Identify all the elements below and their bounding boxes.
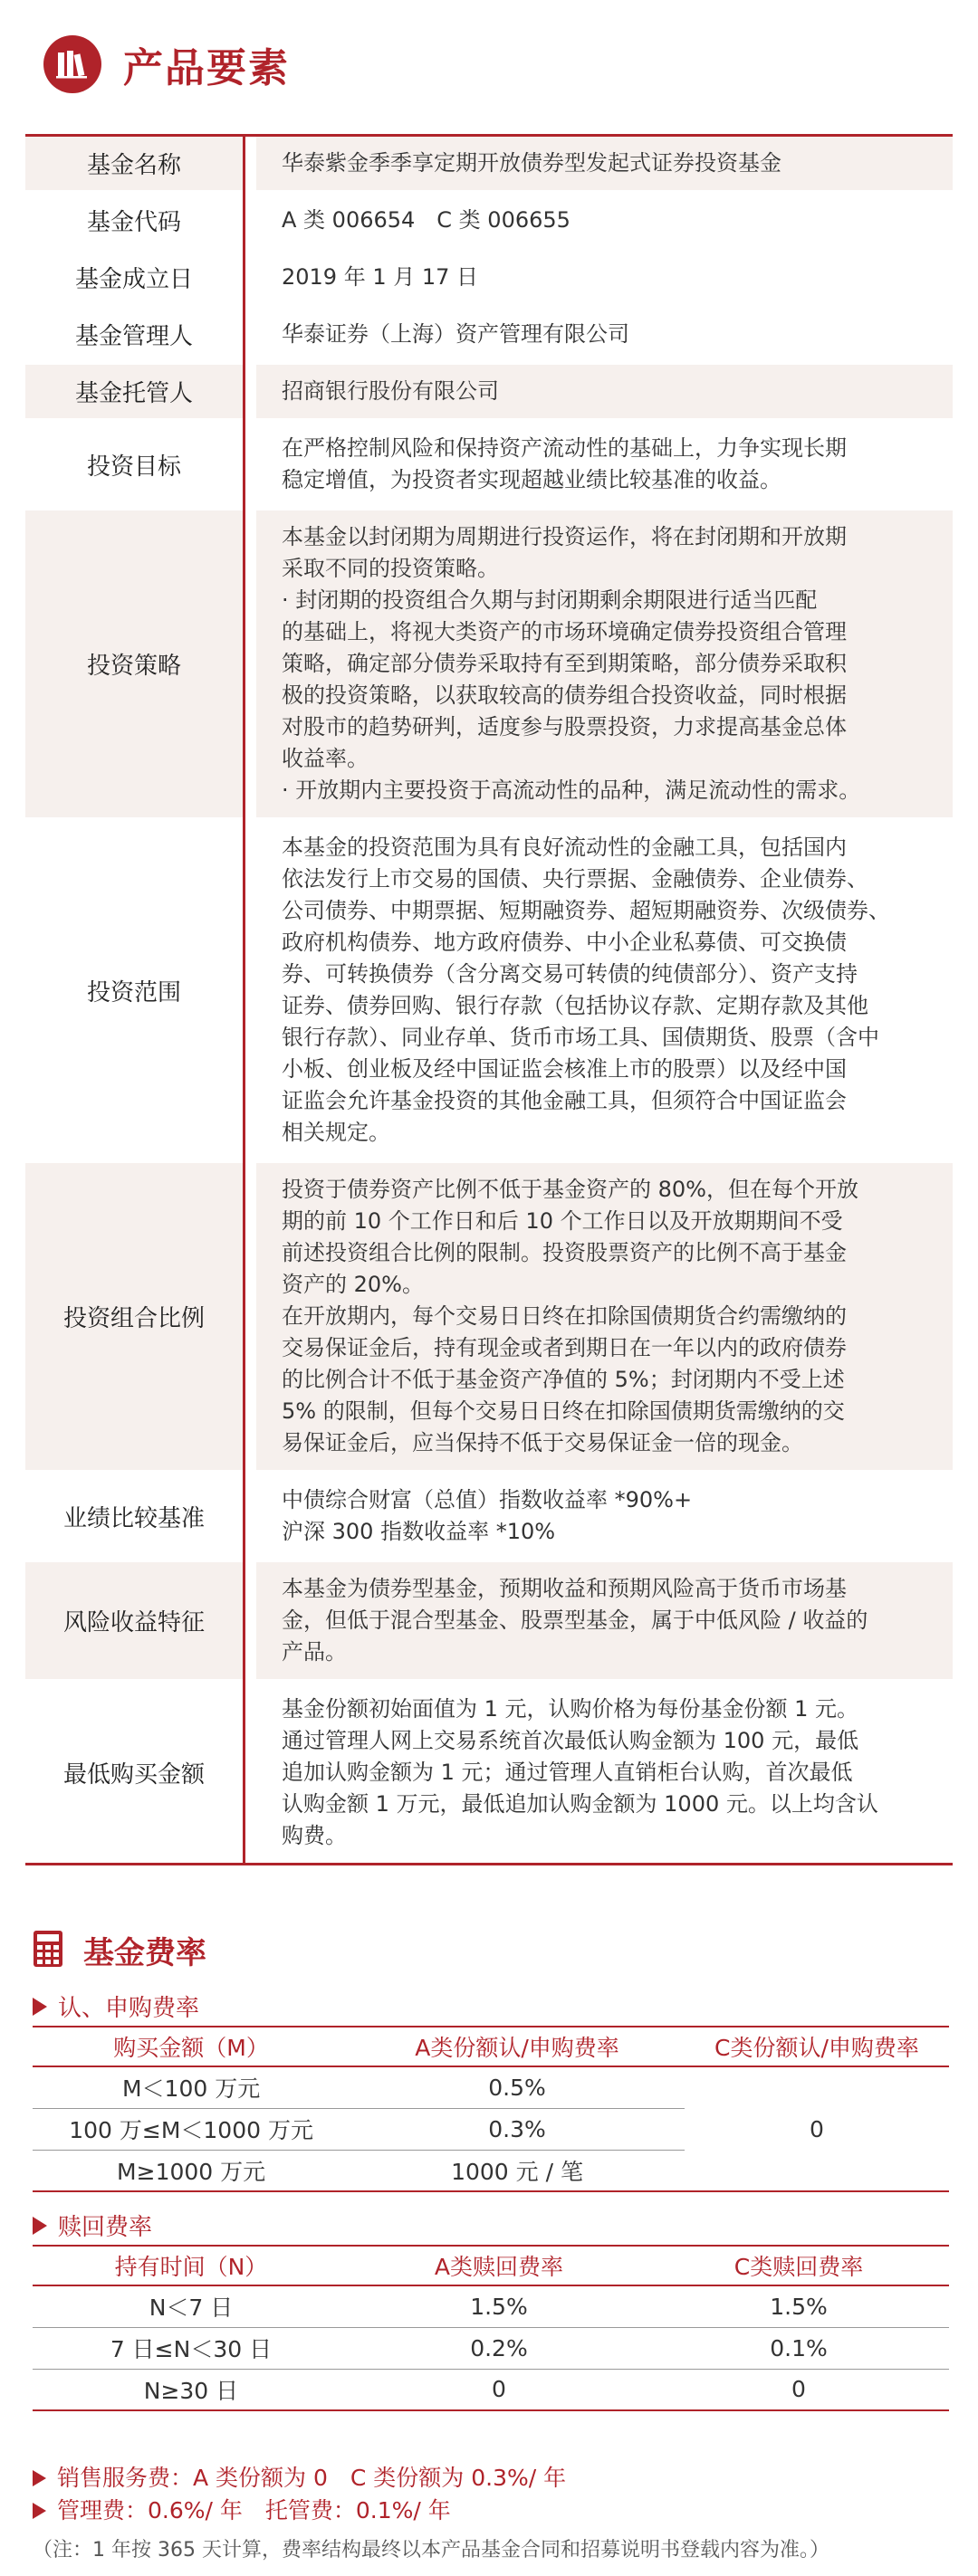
page-title: 产品要素: [123, 45, 290, 91]
value-line: · 封闭期的投资组合久期与封闭期剩余期限进行适当匹配: [282, 587, 818, 613]
amount-cell: M≥1000 万元: [33, 2150, 350, 2191]
element-value: [256, 194, 953, 247]
redemption-title: 赎回费率: [58, 2214, 153, 2241]
c-fee-cell: 0.1%: [648, 2327, 949, 2369]
books-icon: [43, 35, 101, 93]
fee-section-title: 基金费率: [83, 1935, 206, 1971]
fee-bullets: [33, 2462, 566, 2527]
element-row: [25, 1562, 953, 1679]
bullet-item: [33, 2495, 566, 2527]
element-value: [256, 821, 953, 1159]
value-line: 华泰紫金季季享定期开放债券型发起式证券投资基金: [282, 150, 781, 176]
calculator-icon: [33, 1930, 63, 1971]
element-label: 最低购买金额: [62, 1761, 205, 1789]
value-line: 政府机构债券、地方政府债券、中小企业私募债、可交换债: [282, 930, 847, 955]
value-line: 投资于债券资产比例不低于基金资产的 80%，但在每个开放: [282, 1177, 858, 1202]
header-cell: C类份额认/申购费率: [685, 2027, 949, 2066]
value-line: 银行存款）、同业存单、货币市场工具、国债期货、股票（含中: [282, 1025, 879, 1050]
value-line: 资产的 20%。: [282, 1272, 424, 1297]
value-line: 本基金为债券型基金，预期收益和预期风险高于货币市场基: [282, 1576, 847, 1601]
value-line: 购费。: [282, 1823, 347, 1848]
element-label: 业绩比较基准: [62, 1504, 205, 1532]
element-row: [25, 1683, 953, 1863]
header-cell: A类赎回费率: [350, 2246, 648, 2285]
value-line: 证监会允许基金投资的其他金融工具，但须符合中国证监会: [282, 1088, 847, 1113]
value-line: 券、可转换债券（含分离交易可转债的纯债部分）、资产支持: [282, 961, 858, 987]
footnote: （注：1 年按 365 天计算，费率结构最终以本产品基金合同和招募说明书登载内容为准。）: [33, 2539, 829, 2562]
table-row: [33, 2327, 949, 2369]
value-line: 的基础上，将视大类资产的市场环境确定债券投资组合管理: [282, 619, 847, 644]
a-fee-cell: 1000 元 / 笔: [350, 2150, 685, 2191]
subscription-subtitle: [33, 1989, 199, 2023]
amount-cell: M＜100 万元: [33, 2066, 350, 2108]
header-cell: C类赎回费率: [648, 2246, 949, 2285]
element-row: [25, 510, 953, 817]
element-value: [256, 308, 953, 361]
element-row: [25, 308, 953, 361]
value-line: 招商银行股份有限公司: [282, 378, 499, 404]
element-label: 投资目标: [86, 453, 181, 481]
a-fee-cell: 1.5%: [350, 2285, 648, 2327]
header-cell: A类份额认/申购费率: [350, 2027, 685, 2066]
section-header-fees: [33, 1928, 206, 1972]
a-fee-cell: 0: [350, 2369, 648, 2410]
value-line: 沪深 300 指数收益率 *10%: [282, 1519, 556, 1544]
table-row: [33, 2369, 949, 2410]
triangle-icon: [33, 1998, 47, 2016]
a-fee-cell: 0.3%: [350, 2108, 685, 2150]
period-cell: N＜7 日: [33, 2285, 350, 2327]
bullet-text: 销售服务费：A 类份额为 0 C 类份额为 0.3%/ 年: [57, 2465, 567, 2491]
value-line: 对股市的趋势研判，适度参与股票投资，力求提高基金总体: [282, 714, 847, 739]
redemption-subtitle: [33, 2209, 152, 2242]
element-row: [25, 194, 953, 247]
value-line: 的比例合计不低于基金资产净值的 5%；封闭期内不受上述: [282, 1367, 845, 1392]
header-cell: 购买金额（M）: [33, 2027, 350, 2066]
value-line: 通过管理人网上交易系统首次最低认购金额为 100 元，最低: [282, 1728, 859, 1753]
value-line: 小板、创业板及经中国证监会核准上市的股票）以及经中国: [282, 1056, 847, 1082]
section-header-product: [43, 24, 290, 105]
element-label: 基金托管人: [25, 365, 243, 418]
value-line: 基金份额初始面值为 1 元，认购价格为每份基金份额 1 元。: [282, 1696, 859, 1722]
bullet-text: 管理费：0.6%/ 年 托管费：0.1%/ 年: [57, 2497, 451, 2524]
value-line: 认购金额 1 万元，最低追加认购金额为 1000 元。以上均含认: [282, 1791, 878, 1817]
element-label: 风险收益特征: [25, 1562, 243, 1679]
triangle-icon: [33, 2503, 46, 2519]
value-line: 交易保证金后，持有现金或者到期日在一年以内的政府债券: [282, 1335, 847, 1360]
c-fee-cell: 1.5%: [648, 2285, 949, 2327]
value-line: 公司债券、中期票据、短期融资券、超短期融资券、次级债券、: [282, 898, 890, 923]
redemption-fee-table: [33, 2245, 949, 2411]
value-line: 产品。: [282, 1639, 347, 1665]
element-label: 投资组合比例: [25, 1163, 243, 1470]
value-line: 证券、债券回购、银行存款（包括协议存款、定期存款及其他: [282, 993, 868, 1018]
value-line: 金，但低于混合型基金、股票型基金，属于中低风险 / 收益的: [282, 1608, 868, 1633]
value-line: 收益率。: [282, 746, 369, 771]
c-fee-cell: 0: [685, 2066, 949, 2191]
value-line: 本基金的投资范围为具有良好流动性的金融工具，包括国内: [282, 835, 847, 860]
element-value: [256, 365, 953, 418]
triangle-icon: [33, 2217, 47, 2235]
value-line: 易保证金后，应当保持不低于交易保证金一倍的现金。: [282, 1430, 803, 1455]
element-row: [25, 1163, 953, 1470]
value-line: 华泰证券（上海）资产管理有限公司: [282, 321, 629, 347]
value-line: 在开放期内，每个交易日日终在扣除国债期货合约需缴纳的: [282, 1303, 847, 1329]
value-line: 策略，确定部分债券采取持有至到期策略，部分债券采取积: [282, 651, 847, 676]
value-line: 追加认购金额为 1 元；通过管理人直销柜台认购，首次最低: [282, 1760, 853, 1785]
value-line: 在严格控制风险和保持资产流动性的基础上，力争实现长期: [282, 435, 847, 461]
period-cell: N≥30 日: [33, 2369, 350, 2410]
value-line: 期的前 10 个工作日和后 10 个工作日以及开放期期间不受: [282, 1208, 843, 1234]
element-value: [256, 1683, 953, 1863]
bullet-item: [33, 2462, 566, 2495]
triangle-icon: [33, 2470, 46, 2486]
element-value: [256, 1474, 953, 1559]
value-line: 稳定增值，为投资者实现超越业绩比较基准的收益。: [282, 467, 781, 492]
a-fee-cell: 0.2%: [350, 2327, 648, 2369]
element-row: [25, 422, 953, 507]
element-value: [256, 1562, 953, 1679]
c-fee-cell: 0: [648, 2369, 949, 2410]
value-line: 依法发行上市交易的国债、央行票据、金融债券、企业债券、: [282, 866, 868, 892]
value-line: 极的投资策略，以获取较高的债券组合投资收益，同时根据: [282, 682, 847, 708]
value-line: 采取不同的投资策略。: [282, 556, 499, 581]
element-row: [25, 365, 953, 418]
header-cell: 持有时间（N）: [33, 2246, 350, 2285]
value-line: 2019 年 1 月 17 日: [282, 264, 479, 290]
value-line: 相关规定。: [282, 1120, 390, 1145]
element-label: 基金名称: [25, 137, 243, 190]
a-fee-cell: 0.5%: [350, 2066, 685, 2108]
element-label: 投资范围: [86, 978, 181, 1007]
element-row: [25, 251, 953, 304]
table-row: [33, 2285, 949, 2327]
element-value: [256, 510, 953, 817]
value-line: 5% 的限制，但每个交易日日终在扣除国债期货需缴纳的交: [282, 1398, 845, 1424]
amount-cell: 100 万≤M＜1000 万元: [33, 2108, 350, 2150]
value-line: 本基金以封闭期为周期进行投资运作，将在封闭期和开放期: [282, 524, 847, 549]
table-header-row: [33, 2246, 949, 2285]
element-label: 基金代码: [86, 209, 181, 236]
element-label: 投资策略: [25, 510, 243, 817]
element-value: [256, 422, 953, 507]
element-value: [256, 137, 953, 190]
element-value: [256, 1163, 953, 1470]
subscription-fee-table: [33, 2026, 949, 2192]
subscription-title: 认、申购费率: [58, 1995, 200, 2022]
element-row: [25, 821, 953, 1159]
table-header-row: [33, 2027, 949, 2066]
element-row: [25, 1474, 953, 1559]
value-line: 前述投资组合比例的限制。投资股票资产的比例不高于基金: [282, 1240, 847, 1265]
product-elements-table: [25, 134, 953, 1865]
element-row: [25, 137, 953, 190]
element-label: 基金管理人: [74, 323, 193, 350]
element-label: 基金成立日: [74, 266, 193, 293]
value-line: A 类 006654 C 类 006655: [282, 207, 570, 233]
period-cell: 7 日≤N＜30 日: [33, 2327, 350, 2369]
element-value: [256, 251, 953, 304]
value-line: 中债综合财富（总值）指数收益率 *90%+: [282, 1487, 693, 1512]
value-line: · 开放期内主要投资于高流动性的品种，满足流动性的需求。: [282, 778, 861, 803]
table-row: [33, 2066, 949, 2108]
